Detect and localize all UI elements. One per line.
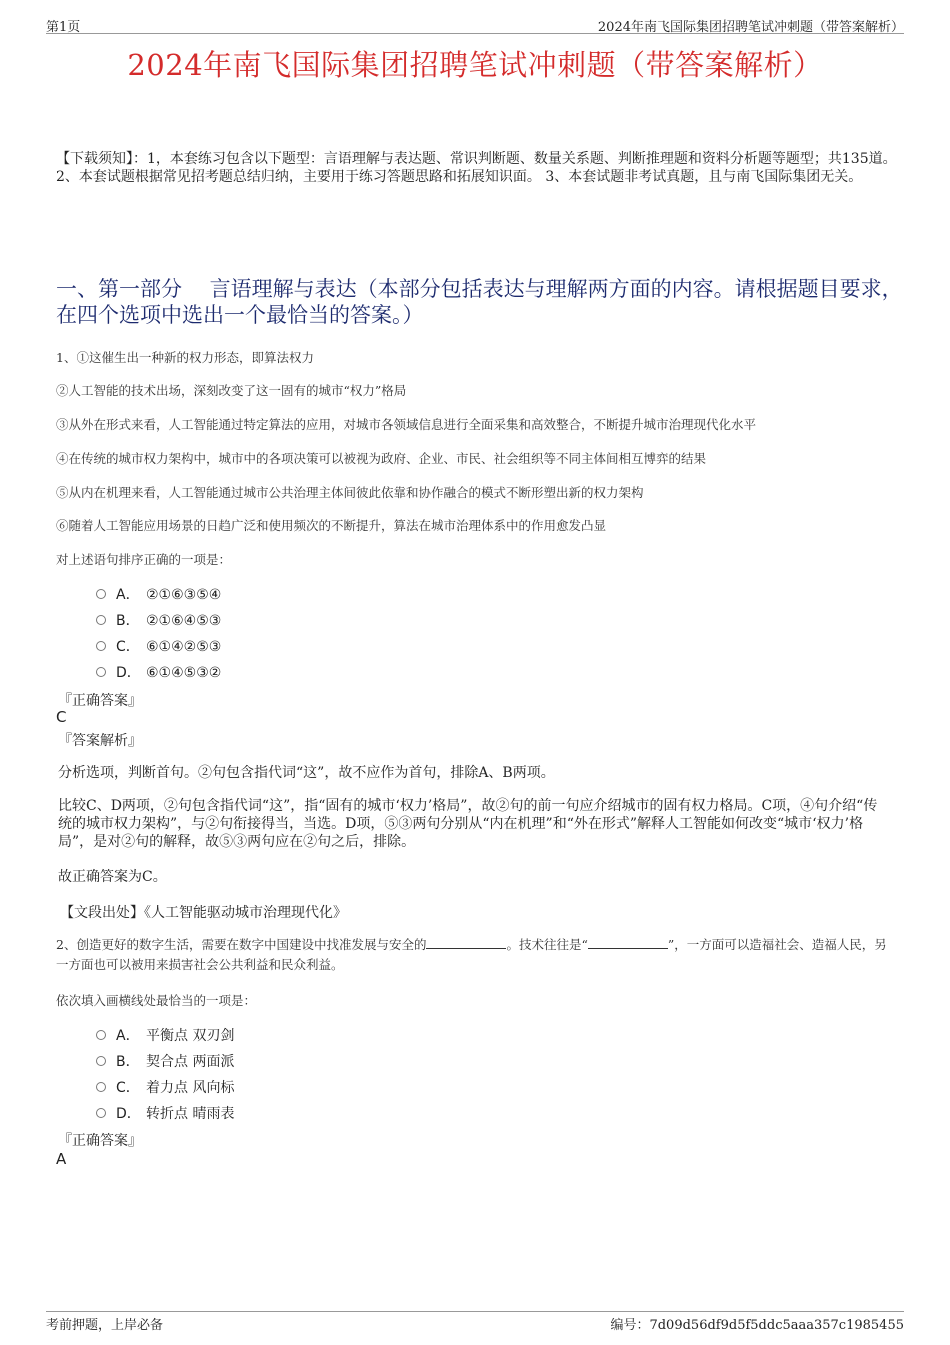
q2-option-a[interactable] <box>96 1025 234 1045</box>
radio-icon[interactable] <box>96 589 106 599</box>
radio-icon[interactable] <box>96 1082 106 1092</box>
q2-prompt: 依次填入画横线处最恰当的一项是： <box>56 993 257 1008</box>
q2-answer-tag: 『正确答案』 <box>58 1133 142 1149</box>
option-text: ②①⑥④⑤③ <box>146 613 222 629</box>
q1-sentence-3: ③从外在形式来看，人工智能通过特定算法的应用，对城市各领域信息进行全面采集和高效整合，不断提升城市治理现代化水平 <box>56 417 757 432</box>
option-text: 着力点 风向标 <box>146 1080 235 1096</box>
page-title: 2024年南飞国际集团招聘笔试冲刺题（带答案解析） <box>127 48 823 82</box>
option-text: 转折点 晴雨表 <box>146 1106 235 1122</box>
q2-blank-2 <box>588 936 668 949</box>
header-doc-title: 2024年南飞国际集团招聘笔试冲刺题（带答案解析） <box>597 20 904 35</box>
option-text: ②①⑥③⑤④ <box>146 587 222 603</box>
radio-icon[interactable] <box>96 1056 106 1066</box>
q2-option-b[interactable] <box>96 1051 234 1071</box>
q1-sentence-1: 1、①这催生出一种新的权力形态，即算法权力 <box>56 350 314 365</box>
q1-analysis-tag: 『答案解析』 <box>58 733 142 749</box>
q1-answer: C <box>56 708 67 726</box>
q1-sentence-4: ④在传统的城市权力架构中，城市中的各项决策可以被视为政府、企业、市民、社会组织等不同主体间相互博弈的结果 <box>56 451 707 466</box>
option-text: ⑥①④②⑤③ <box>146 639 222 655</box>
option-label: D． <box>116 1106 141 1122</box>
option-label: D． <box>116 665 141 681</box>
footer-slogan: 考前押题，上岸必备 <box>46 1318 164 1333</box>
option-label: C． <box>116 1080 140 1096</box>
option-label: A． <box>116 587 140 603</box>
option-text: ⑥①④⑤③② <box>146 665 222 681</box>
footer-code: 编号：7d09d56df9d5f5ddc5aaa357c1985455 <box>610 1318 904 1333</box>
section-title: 一、第一部分 言语理解与表达（本部分包括表达与理解两方面的内容。请根据题目要求，在四个选项中选出一个最恰当的答案。） <box>56 277 903 327</box>
q1-option-d[interactable] <box>96 662 221 682</box>
q1-option-a[interactable] <box>96 584 221 604</box>
q2-answer: A <box>56 1150 67 1168</box>
radio-icon[interactable] <box>96 1108 106 1118</box>
radio-icon[interactable] <box>96 641 106 651</box>
page-number: 第1页 <box>46 20 81 35</box>
q1-answer-tag: 『正确答案』 <box>58 693 142 709</box>
q1-analysis-3: 故正确答案为C。 <box>58 869 167 885</box>
q2-blank-1 <box>426 936 506 949</box>
radio-icon[interactable] <box>96 615 106 625</box>
q1-sentence-6: ⑥随着人工智能应用场景的日趋广泛和使用频次的不断提升，算法在城市治理体系中的作用愈发凸显 <box>56 518 607 533</box>
q1-sentence-2: ②人工智能的技术出场，深刻改变了这一固有的城市“权力”格局 <box>56 383 407 398</box>
q1-option-c[interactable] <box>96 636 221 656</box>
q1-sentence-5: ⑤从内在机理来看，人工智能通过城市公共治理主体间彼此依靠和协作融合的模式不断形塑出新的权力架构 <box>56 485 644 500</box>
q2-stem-part-3: ”，一方面可以造福社会、造福人民，另一方面也可以被用来损害社会公共利益和民众利益。 <box>56 937 887 972</box>
download-notice: 【下载须知】：1，本套练习包含以下题型：言语理解与表达题、常识判断题、数量关系题、判断推理题和资料分析题等题型；共135道。 2、本套试题根据常见招考题总结归纳，主要用于练习答题思路和拓展知识面。 3、本套试题非考试真题，且与南飞国际集团无关。 <box>56 151 897 185</box>
footer-divider <box>46 1311 904 1312</box>
option-label: B． <box>116 613 140 629</box>
q1-analysis-2: 比较C、D两项，②句包含指代词“这”，指“固有的城市‘权力’格局”，故②句的前一句应介绍城市的固有权力格局。C项，④句介绍“传统的城市权力架构”，与②句衔接得当，当选。D项，⑤③两句分别从“内在机理”和“外在形式”解释人工智能如何改变“城市‘权力’格局”，是对②句的解释，故⑤③两句应在②句之后，排除。 <box>58 798 878 850</box>
option-text: 平衡点 双刃剑 <box>146 1028 235 1044</box>
option-label: C． <box>116 639 140 655</box>
q2-stem-part-1: 2、创造更好的数字生活，需要在数字中国建设中找准发展与安全的 <box>56 937 427 952</box>
q1-prompt: 对上述语句排序正确的一项是： <box>56 552 232 567</box>
q2-option-d[interactable] <box>96 1103 234 1123</box>
radio-icon[interactable] <box>96 1030 106 1040</box>
option-text: 契合点 两面派 <box>146 1054 235 1070</box>
q1-source: 【文段出处】《人工智能驱动城市治理现代化》 <box>60 905 347 921</box>
header-divider <box>46 33 904 34</box>
q1-analysis-1: 分析选项，判断首句。②句包含指代词“这”，故不应作为首句，排除A、B两项。 <box>58 765 555 781</box>
option-label: B． <box>116 1054 140 1070</box>
q2-stem-part-2: 。技术往往是“ <box>506 937 588 952</box>
q2-stem <box>56 935 891 975</box>
option-label: A． <box>116 1028 140 1044</box>
radio-icon[interactable] <box>96 667 106 677</box>
q1-option-b[interactable] <box>96 610 221 630</box>
q2-option-c[interactable] <box>96 1077 234 1097</box>
